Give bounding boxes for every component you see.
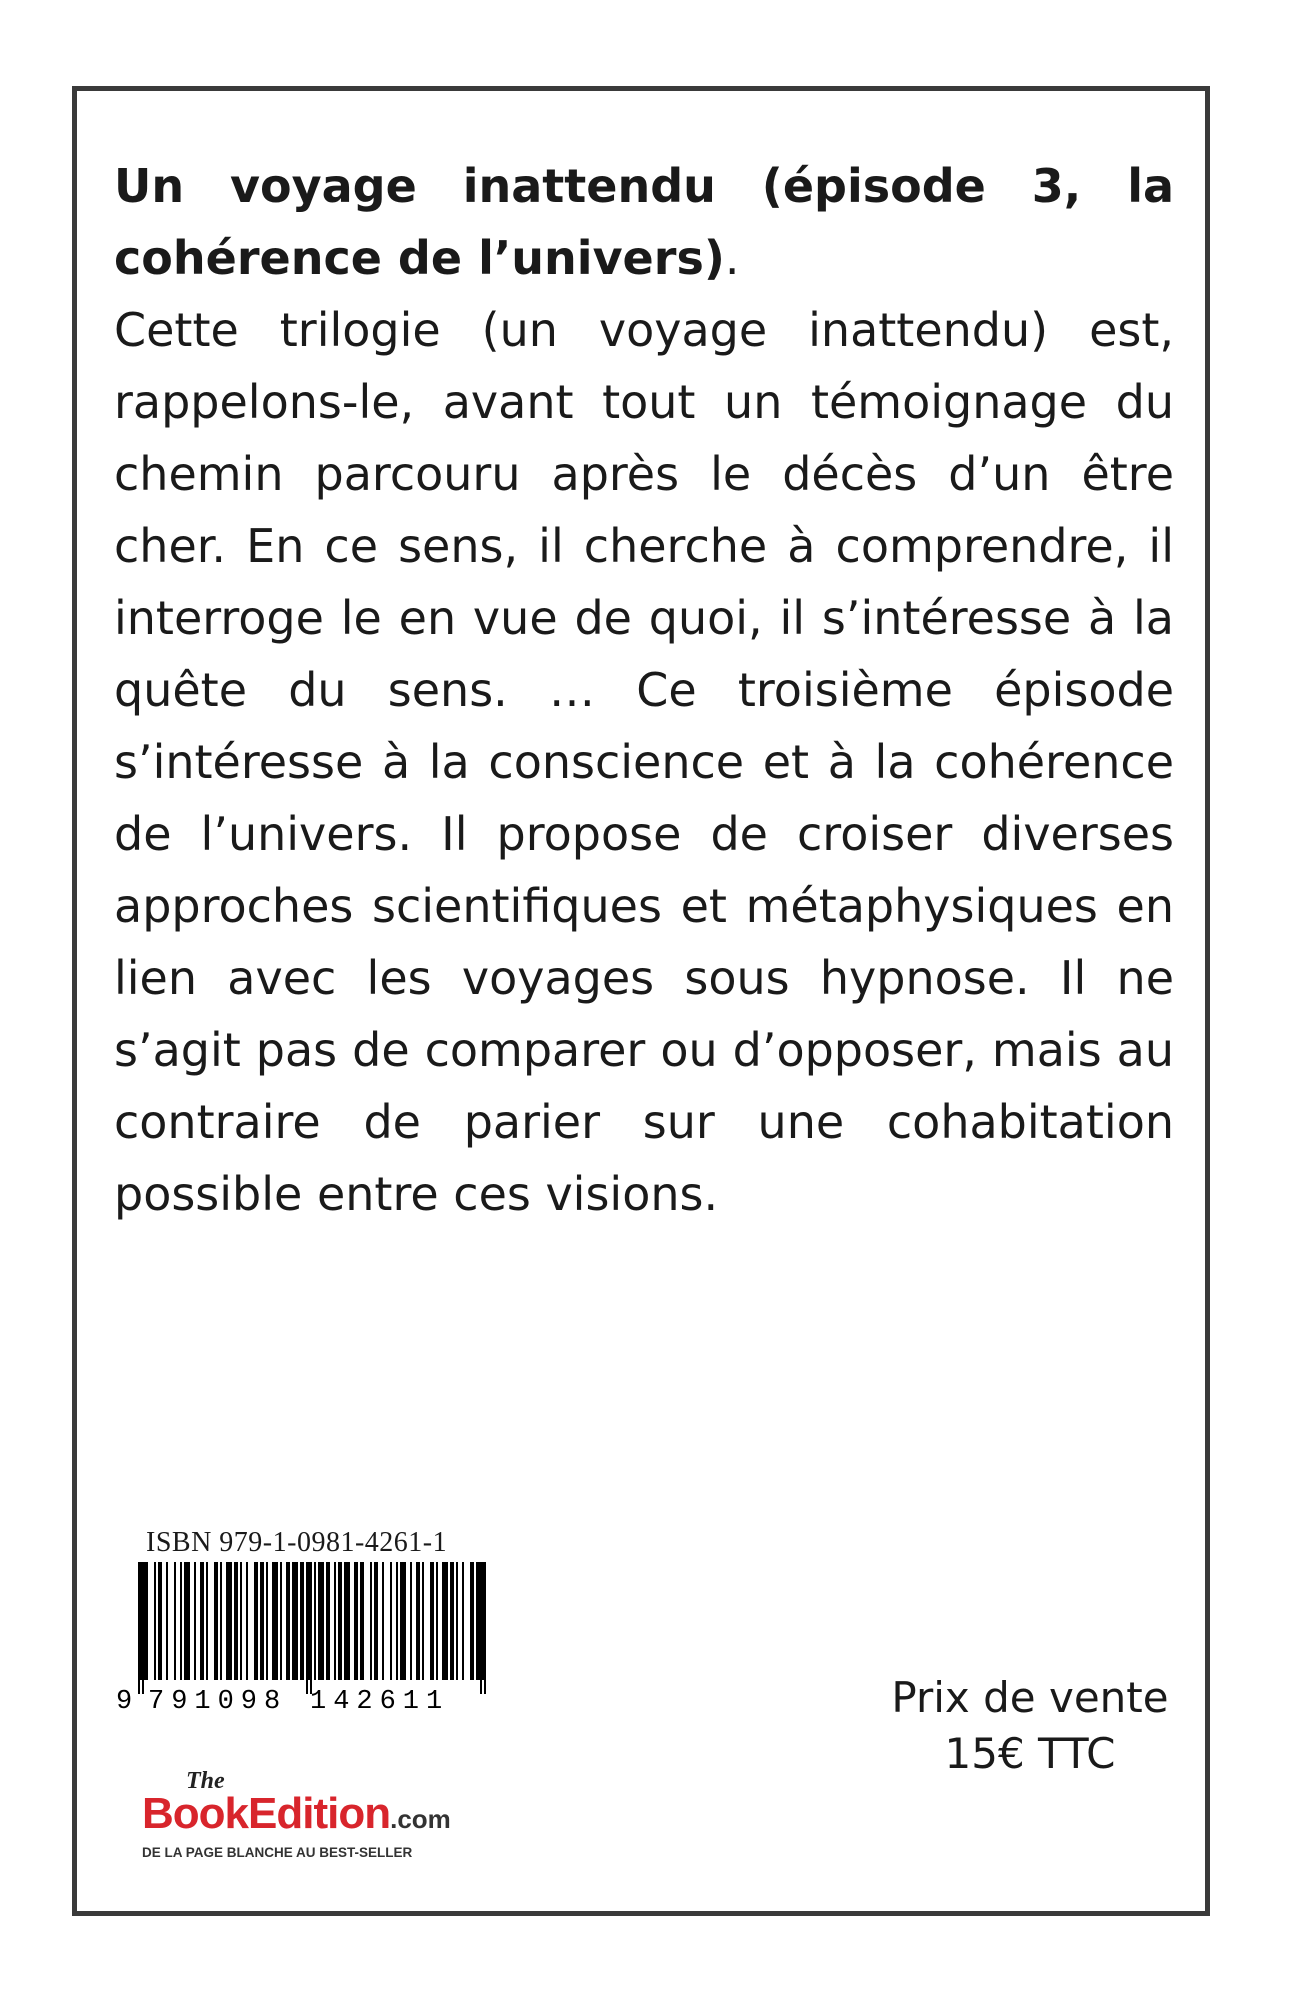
barcode-bar [338, 1562, 342, 1680]
barcode-digits-right: 142611 [310, 1687, 450, 1712]
isbn-barcode [110, 1528, 490, 1712]
barcode-bar [300, 1562, 304, 1680]
barcode-bar [200, 1562, 204, 1680]
barcode-bar [344, 1562, 350, 1680]
back-cover-blurb [114, 150, 1174, 1230]
logo-name: BookEdition [142, 1789, 391, 1838]
barcode-bar [272, 1562, 278, 1680]
barcode-bar [416, 1562, 420, 1680]
barcode-bar [144, 1562, 148, 1680]
logo-tagline: DE LA PAGE BLANCHE AU BEST-SELLER [142, 1845, 413, 1860]
barcode-guard-bar [484, 1562, 486, 1694]
barcode-bar [360, 1562, 364, 1680]
barcode-bar [482, 1562, 484, 1680]
barcode-bar [370, 1562, 372, 1680]
barcode-bar [194, 1562, 196, 1680]
barcode-bar [246, 1562, 248, 1680]
barcode-bar [390, 1562, 392, 1680]
barcode-bar [430, 1562, 434, 1680]
price-value: 15€ TTC [944, 1729, 1116, 1778]
barcode-bar [476, 1562, 480, 1680]
barcode-bar [354, 1562, 358, 1680]
barcode-bar [220, 1562, 222, 1680]
barcode-guard-bar [142, 1562, 144, 1694]
barcode-guard-bar [138, 1562, 140, 1694]
barcode-bar [154, 1562, 156, 1680]
logo-suffix: .com [390, 1804, 451, 1834]
barcode-digits-left: 791098 [148, 1687, 288, 1712]
barcode-bar [254, 1562, 258, 1680]
barcode-bar [422, 1562, 424, 1680]
barcode-bar [318, 1562, 324, 1680]
barcode-bar [456, 1562, 458, 1680]
blurb-body: Cette trilogie (un voyage inattendu) est, rappelons-le, avant tout un témoignage du chemin parcouru après le décès d’un être cher. En ce sens, il cherche à comprendre, il interroge le en vue de quoi, il s’intéresse à la quête du sens. … Ce troisième épisode s’intéresse à la conscience et à la cohérence de l’univers. Il propose de croiser diverses approches scientifiques et métaphysiques en lien avec les voyages sous hypnose. Il ne s’agit pas de comparer ou d’opposer, mais au contraire de parier sur une cohabitation possible entre ces visions. [114, 303, 1174, 1221]
barcode-bar [180, 1562, 182, 1680]
barcode-bar [442, 1562, 448, 1680]
barcode-bar [260, 1562, 264, 1680]
barcode-bar [226, 1562, 232, 1680]
barcode-bar [286, 1562, 290, 1680]
barcode-bar [450, 1562, 454, 1680]
barcode-bar [374, 1562, 378, 1680]
barcode-bar [240, 1562, 242, 1680]
barcode-guard-bar [480, 1562, 482, 1694]
barcode-bar [166, 1562, 168, 1680]
book-title: Un voyage inattendu (épisode 3, la cohérence de l’univers) [114, 159, 1174, 285]
barcode-bar [410, 1562, 412, 1680]
barcode-bar [158, 1562, 162, 1680]
barcode-bar [314, 1562, 316, 1680]
isbn-label: ISBN 979-1-0981-4261-1 [146, 1527, 448, 1558]
barcode-bar [382, 1562, 384, 1680]
barcode-bar [174, 1562, 176, 1680]
barcode-guard-bar [310, 1562, 312, 1694]
barcode-bar [462, 1562, 464, 1680]
price-block [880, 1670, 1180, 1782]
barcode-bar [280, 1562, 282, 1680]
barcode-bar [214, 1562, 218, 1680]
price-label: Prix de vente [891, 1673, 1169, 1722]
barcode-bar [184, 1562, 190, 1680]
barcode-bar [234, 1562, 238, 1680]
barcode-bar [266, 1562, 268, 1680]
title-period: . [724, 231, 740, 285]
barcode-bar [326, 1562, 330, 1680]
barcode-digit-first: 9 [116, 1687, 133, 1712]
barcode-guard-bar [306, 1562, 308, 1694]
barcode-bar [400, 1562, 406, 1680]
barcode-image [110, 1562, 490, 1712]
barcode-bar [206, 1562, 208, 1680]
barcode-bar [396, 1562, 398, 1680]
barcode-bar [334, 1562, 336, 1680]
barcode-bar [292, 1562, 298, 1680]
publisher-logo [142, 1770, 451, 1860]
logo-the: The [186, 1768, 225, 1794]
barcode-bar [470, 1562, 474, 1680]
barcode-bar [436, 1562, 438, 1680]
